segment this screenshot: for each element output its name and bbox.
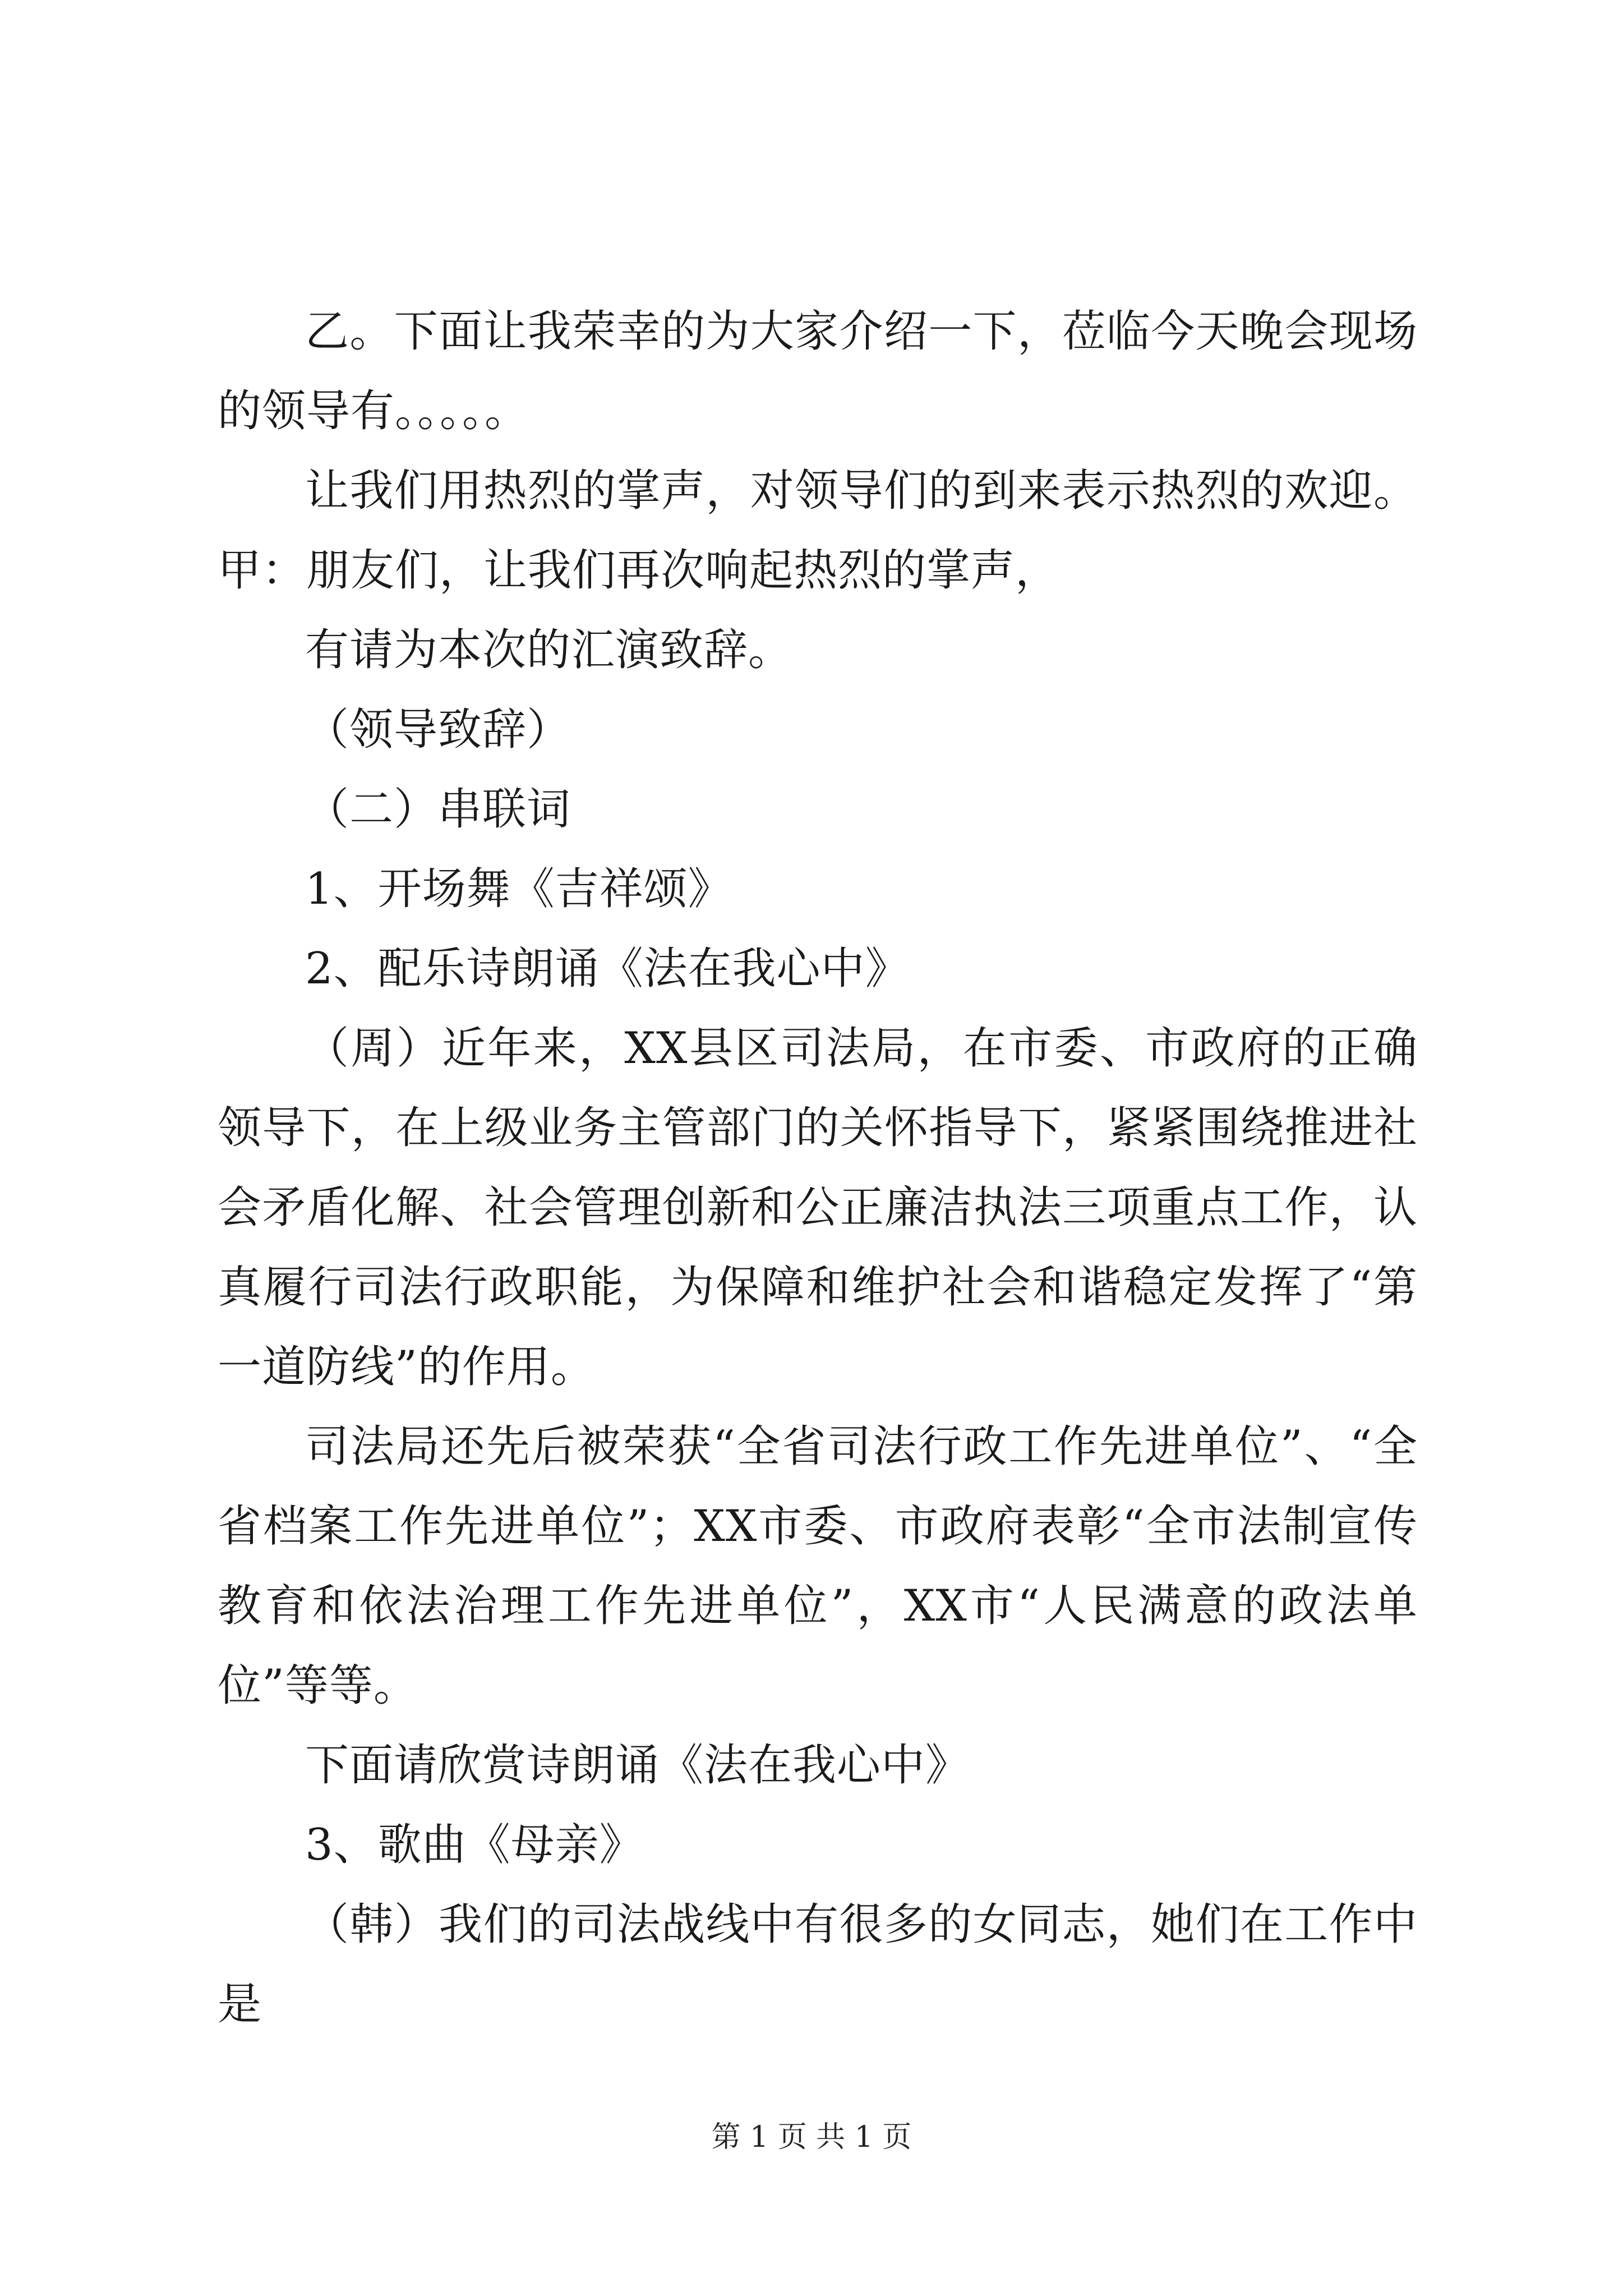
paragraph-female-colleagues: （韩）我们的司法战线中有很多的女同志，她们在工作中是 <box>218 1899 1418 2030</box>
program-item-song-mother: 3、歌曲《母亲》 <box>305 1820 644 1870</box>
paragraph-bureau-work: （周）近年来，XX县区司法局，在市委、市政府的正确领导下，在上级业务主管部门的关怀指导下，紧紧围绕推进社会矛盾化解、社会管理创新和公正廉洁执法三项重点工作，认真履行司法行政职能，为保障和维护社会和谐稳定发挥了“第一道防线”的作用。 <box>218 1023 1418 1392</box>
paragraph-applause: 让我们用热烈的掌声，对领导们的到来表示热烈的欢迎。甲：朋友们，让我们再次响起热烈的掌声， <box>218 466 1418 596</box>
paragraph-leader-speech: （领导致辞） <box>305 705 571 755</box>
program-item-opening-dance: 1、开场舞《吉祥颂》 <box>305 864 732 914</box>
program-item-poem-recital: 2、配乐诗朗诵《法在我心中》 <box>305 944 910 994</box>
paragraph-bureau-honors: 司法局还先后被荣获“全省司法行政工作先进单位”、“全省档案工作先进单位”；XX市委、市政府表彰“全市法制宣传教育和依法治理工作先进单位”，XX市“人民满意的政法单位”等等。 <box>218 1421 1418 1711</box>
paragraph-intro-leaders: 乙。下面让我荣幸的为大家介绍一下，莅临今天晚会现场的领导有。。。。。 <box>218 306 1418 436</box>
paragraph-invite-speech: 有请为本次的汇演致辞。 <box>305 625 793 675</box>
section-heading-linking-words: （二）串联词 <box>305 784 571 835</box>
page-footer: 第 1 页 共 1 页 <box>711 2120 912 2154</box>
paragraph-enjoy-poem: 下面请欣赏诗朗诵《法在我心中》 <box>305 1740 970 1791</box>
document-body <box>218 292 1418 2044</box>
